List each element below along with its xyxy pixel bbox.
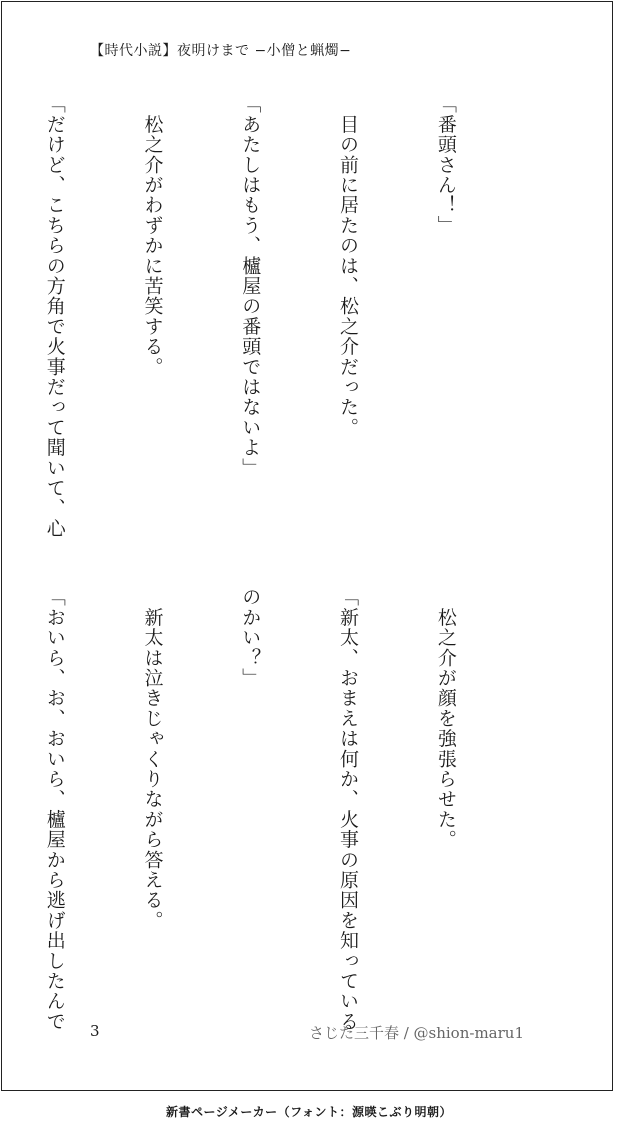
author-credit: さじた三千春 / @shion-maru1 xyxy=(308,1024,524,1042)
text-line: のかい？」 xyxy=(239,587,262,688)
text-block-top xyxy=(0,94,527,539)
text-line: 目の前に居たのは、松之介だった。 xyxy=(337,94,360,438)
text-line: 新太は泣きじゃくりながら答える。 xyxy=(141,587,164,931)
page-number: 3 xyxy=(90,1022,100,1040)
text-line: 「新太、おまえは何か、火事の原因を知っている xyxy=(337,587,360,1032)
text-line: 「おいら、お、おいら、櫨屋から逃げ出したんで xyxy=(43,587,66,1032)
generator-credit: 新書ページメーカー（フォント：源暎こぶり明朝） xyxy=(165,1105,453,1119)
page-frame xyxy=(1,1,613,1091)
text-block-bottom xyxy=(0,587,527,1032)
text-line: 「番頭さん！」 xyxy=(434,94,457,236)
text-line: 松之介がわずかに苦笑する。 xyxy=(141,94,164,377)
text-line: 松之介が顔を強張らせた。 xyxy=(434,587,457,850)
page-title: 【時代小説】夜明けまで −小僧と蝋燭− xyxy=(90,43,352,59)
text-line: 「あたしはもう、櫨屋の番頭ではないよ」 xyxy=(239,94,262,478)
text-line: 「だけど、こちらの方角で火事だって聞いて、心 xyxy=(43,94,66,539)
